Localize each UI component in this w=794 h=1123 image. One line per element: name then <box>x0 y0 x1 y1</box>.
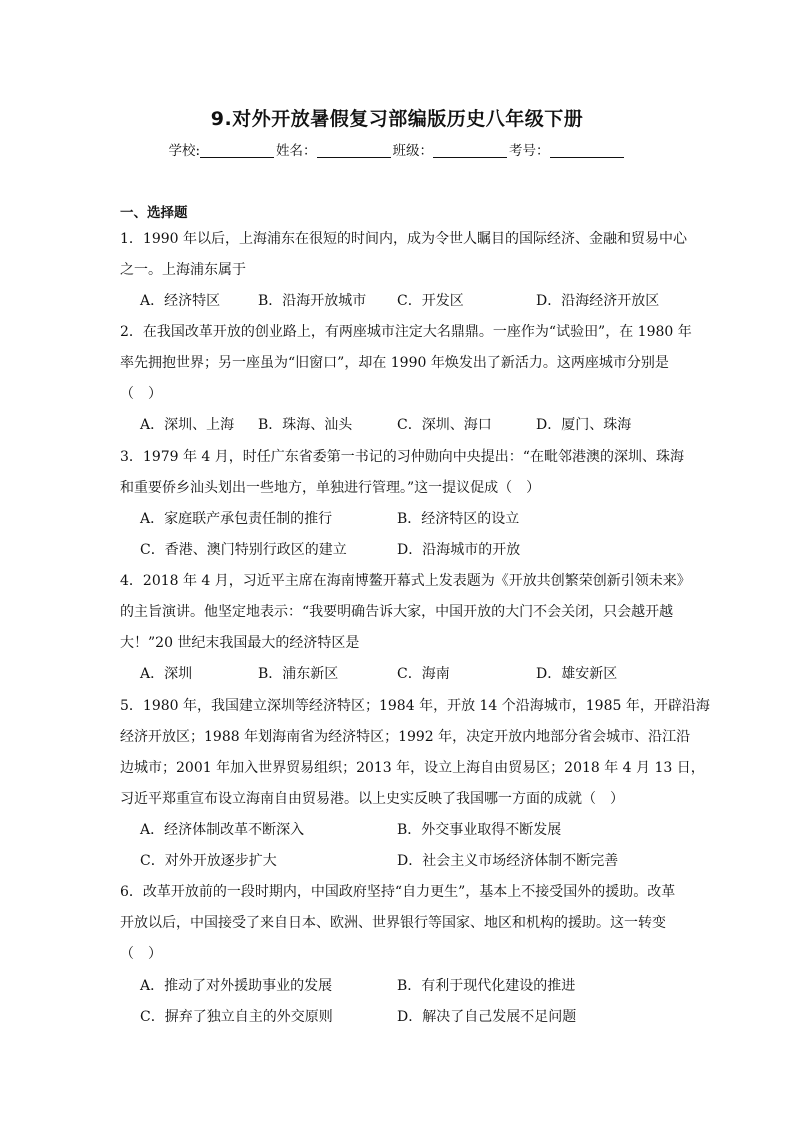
page-title: 9.对外开放暑假复习部编版历史八年级下册 <box>210 108 584 130</box>
question-1-option-b[interactable]: B．沿海开放城市 <box>258 293 367 309</box>
question-4-option-a[interactable]: A．深圳 <box>140 666 193 682</box>
question-3-line-1: 3．1979 年 4 月，时任广东省委第一书记的习仲勋向中央提出：“在毗邻港澳的深圳、珠海 <box>120 449 684 465</box>
question-6-option-a[interactable]: A．推动了对外援助事业的发展 <box>140 978 333 994</box>
name-label: 姓名： <box>276 143 317 159</box>
question-3-option-c[interactable]: C．香港、澳门特别行政区的建立 <box>140 542 347 558</box>
question-1-option-c[interactable]: C．开发区 <box>397 293 464 309</box>
question-5-line-3: 边城市；2001 年加入世界贸易组织；2013 年，设立上海自由贸易区；2018 年 4 月 13 日， <box>120 760 705 776</box>
question-4-option-c[interactable]: C．海南 <box>397 666 450 682</box>
question-6-line-1: 6．改革开放前的一段时期内，中国政府坚持“自力更生”，基本上不接受国外的援助。改革 <box>120 884 676 900</box>
question-5-option-b[interactable]: B．外交事业取得不断发展 <box>397 822 562 838</box>
name-blank[interactable] <box>317 143 391 158</box>
question-1-line-1: 1．1990 年以后，上海浦东在很短的时间内，成为令世人瞩目的国际经济、金融和贸易中心 <box>120 231 687 247</box>
question-2-line-1: 2．在我国改革开放的创业路上，有两座城市注定大名鼎鼎。一座作为“试验田”，在 1980 年 <box>120 324 692 340</box>
question-4-line-3: 大！”20 世纪末我国最大的经济特区是 <box>120 635 360 651</box>
question-2-option-c[interactable]: C．深圳、海口 <box>397 417 492 433</box>
class-blank[interactable] <box>433 143 507 158</box>
question-2-line-3: （ ） <box>120 386 162 402</box>
question-2-option-b[interactable]: B．珠海、汕头 <box>258 417 353 433</box>
question-3-option-b[interactable]: B．经济特区的设立 <box>397 511 520 527</box>
school-label: 学校: <box>168 143 201 159</box>
question-4-option-b[interactable]: B．浦东新区 <box>258 666 339 682</box>
class-label: 班级： <box>392 143 434 159</box>
student-info-row <box>0 139 794 159</box>
question-6-option-d[interactable]: D．解决了自己发展不足问题 <box>397 1009 577 1025</box>
exam-no-label: 考号： <box>509 143 550 159</box>
question-3-line-2: 和重要侨乡汕头划出一些地方，单独进行管理。”这一提议促成（ ） <box>120 480 541 496</box>
question-2-option-a[interactable]: A．深圳、上海 <box>140 417 235 433</box>
question-1-option-d[interactable]: D．沿海经济开放区 <box>536 293 660 309</box>
question-3-option-a[interactable]: A．家庭联产承包责任制的推行 <box>140 511 333 527</box>
question-3-option-d[interactable]: D．沿海城市的开放 <box>397 542 521 558</box>
question-5-option-a[interactable]: A．经济体制改革不断深入 <box>140 822 305 838</box>
question-6-line-2: 开放以后，中国接受了来自日本、欧洲、世界银行等国家、地区和机构的援助。这一转变 <box>120 915 666 931</box>
question-6-option-b[interactable]: B．有利于现代化建设的推进 <box>397 978 576 994</box>
question-5-option-d[interactable]: D．社会主义市场经济体制不断完善 <box>397 853 619 869</box>
question-6-line-3: （ ） <box>120 946 162 962</box>
question-5-line-4: 习近平郑重宣布设立海南自由贸易港。以上史实反映了我国哪一方面的成就（ ） <box>120 791 624 807</box>
question-4-option-d[interactable]: D．雄安新区 <box>536 666 618 682</box>
question-5-line-2: 经济开放区；1988 年划海南省为经济特区；1992 年，决定开放内地部分省会城市、沿江沿 <box>120 729 691 745</box>
question-5-line-1: 5．1980 年，我国建立深圳等经济特区；1984 年，开放 14 个沿海城市，1985 年，开辟沿海 <box>120 698 710 714</box>
school-blank[interactable] <box>200 143 274 158</box>
question-5-option-c[interactable]: C．对外开放逐步扩大 <box>140 853 277 869</box>
question-2-option-d[interactable]: D．厦门、珠海 <box>536 417 632 433</box>
section-heading: 一、选择题 <box>120 205 188 221</box>
question-1-line-2: 之一。上海浦东属于 <box>120 262 246 278</box>
question-2-line-2: 率先拥抱世界；另一座虽为“旧窗口”，却在 1990 年焕发出了新活力。这两座城市分别是 <box>120 355 669 371</box>
question-6-option-c[interactable]: C．摒弃了独立自主的外交原则 <box>140 1009 333 1025</box>
question-1-option-a[interactable]: A．经济特区 <box>140 293 221 309</box>
exam-no-blank[interactable] <box>550 143 624 158</box>
question-4-line-1: 4．2018 年 4 月，习近平主席在海南博鳌开幕式上发表题为《开放共创繁荣创新引领未来》 <box>120 573 691 589</box>
question-4-line-2: 的主旨演讲。他坚定地表示：“我要明确告诉大家，中国开放的大门不会关闭，只会越开越 <box>120 604 674 620</box>
